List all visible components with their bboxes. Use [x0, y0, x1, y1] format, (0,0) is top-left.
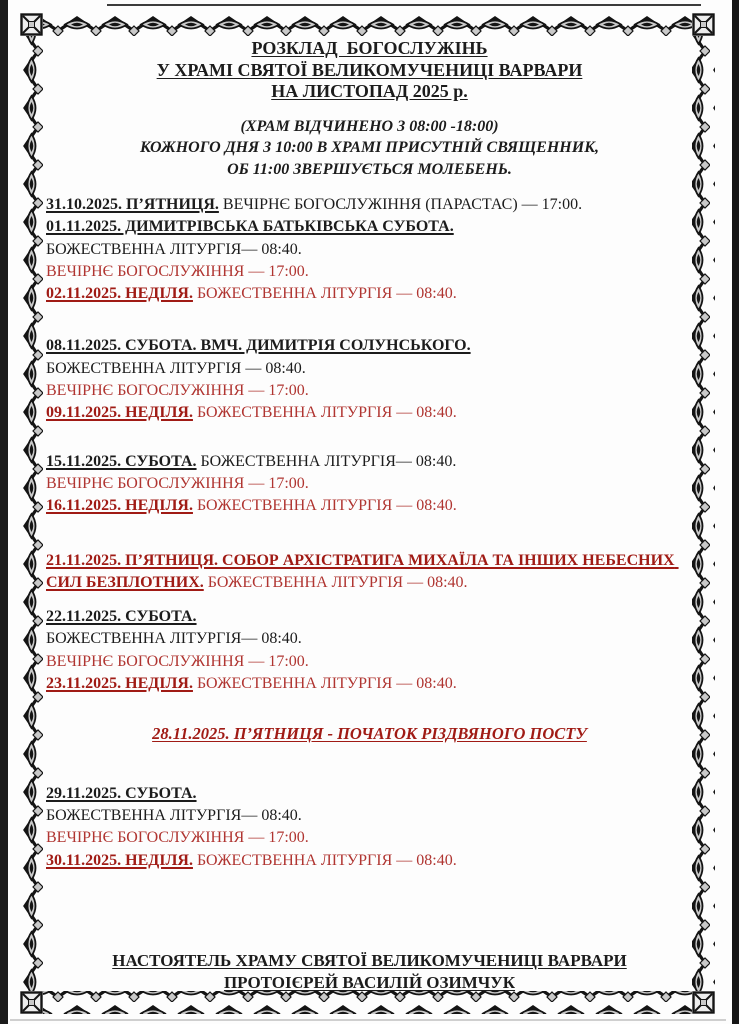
schedule-block: [46, 335, 693, 424]
schedule-line: [46, 850, 693, 872]
service-label: БОЖЕСТВЕННА ЛІТУРГІЯ — 08:40.: [46, 359, 306, 377]
page-title: [46, 38, 693, 103]
schedule-line: [46, 402, 693, 424]
schedule-line: [46, 216, 693, 238]
opening-hours-notice: [46, 116, 693, 181]
service-label: БОЖЕСТВЕННА ЛІТУРГІЯ — 08:40.: [192, 404, 457, 422]
schedule-line: [46, 451, 693, 473]
date-label: 29.11.2025. СУБОТА.: [46, 784, 197, 802]
schedule-line: [46, 651, 693, 673]
service-label: БОЖЕСТВЕННА ЛІТУРГІЯ— 08:40.: [46, 806, 302, 824]
date-label: 02.11.2025. НЕДІЛЯ.: [46, 285, 193, 303]
title-line-3: НА ЛИСТОПАД 2025 р.: [271, 81, 468, 101]
date-label: 30.11.2025. НЕДІЛЯ.: [46, 851, 193, 869]
footer-line-2: ПРОТОІЄРЕЙ ВАСИЛІЙ ОЗИМЧУК: [223, 972, 516, 992]
scan-edge-right: [732, 0, 739, 1024]
service-label: ВЕЧІРНЄ БОГОСЛУЖІННЯ — 17:00.: [46, 474, 309, 492]
schedule-line: [46, 827, 693, 849]
notice-line-2: КОЖНОГО ДНЯ З 10:00 В ХРАМІ ПРИСУТНІЙ СВЯЩЕННИК,: [139, 139, 600, 156]
notice-line-1: (ХРАМ ВІДЧИНЕНО З 08:00 -18:00): [240, 117, 499, 135]
service-label: ВЕЧІРНЄ БОГОСЛУЖІННЯ — 17:00.: [46, 382, 309, 400]
notice-line-3: ОБ 11:00 ЗВЕРШУЄТЬСЯ МОЛЕБЕНЬ.: [227, 160, 512, 178]
schedule-line: [46, 723, 693, 746]
schedule-line: [46, 358, 693, 380]
schedule-block: [46, 550, 693, 595]
schedule-line: [46, 380, 693, 402]
schedule-line: [46, 550, 693, 595]
date-label: 08.11.2025. СУБОТА. ВМЧ. ДИМИТРІЯ СОЛУНСЬКОГО.: [46, 337, 471, 355]
date-label: 16.11.2025. НЕДІЛЯ.: [46, 497, 193, 515]
service-label: БОЖЕСТВЕННА ЛІТУРГІЯ — 08:40.: [192, 675, 457, 693]
service-schedule: [46, 194, 693, 872]
page-content: [46, 38, 693, 996]
date-label: 21.11.2025. П’ЯТНИЦЯ. СОБОР АРХІСТРАТИГА МИХАЇЛА ТА ІНШИХ НЕБЕСНИХ СИЛ БЕЗПЛОТНИХ.: [46, 551, 679, 591]
schedule-line: [46, 628, 693, 650]
service-label: БОЖЕСТВЕННА ЛІТУРГІЯ — 08:40.: [192, 851, 457, 869]
schedule-block: [46, 451, 693, 518]
service-label: ВЕЧІРНЄ БОГОСЛУЖІННЯ — 17:00.: [46, 829, 309, 847]
schedule-block: [46, 783, 693, 872]
service-label: БОЖЕСТВЕННА ЛІТУРГІЯ — 08:40.: [192, 285, 457, 303]
schedule-line: [46, 783, 693, 805]
scan-line-top: [107, 4, 701, 6]
schedule-line: [46, 673, 693, 695]
schedule-line: [46, 239, 693, 261]
scan-line-bottom: [10, 1019, 726, 1021]
date-label: 31.10.2025. П’ЯТНИЦЯ.: [46, 196, 219, 213]
service-label: БОЖЕСТВЕННА ЛІТУРГІЯ — 08:40.: [192, 497, 457, 515]
service-label: ВЕЧІРНЄ БОГОСЛУЖІННЯ — 17:00.: [46, 652, 309, 670]
schedule-line: [46, 805, 693, 827]
title-line-2: У ХРАМІ СВЯТОЇ ВЕЛИКОМУЧЕНИЦІ ВАРВАРИ: [156, 59, 583, 80]
schedule-line: [46, 495, 693, 517]
schedule-line: [46, 473, 693, 495]
schedule-line: [46, 335, 693, 357]
schedule-block: [46, 194, 693, 305]
schedule-block: [46, 723, 693, 746]
service-label: БОЖЕСТВЕННА ЛІТУРГІЯ— 08:40.: [46, 240, 302, 258]
service-label: ВЕЧІРНЄ БОГОСЛУЖІННЯ — 17:00.: [46, 262, 309, 280]
schedule-line: [46, 283, 693, 305]
schedule-line: [46, 194, 693, 216]
footer-line-1: НАСТОЯТЕЛЬ ХРАМУ СВЯТОЇ ВЕЛИКОМУЧЕНИЦІ ВАРВАРИ: [112, 950, 627, 970]
date-label: 23.11.2025. НЕДІЛЯ.: [46, 675, 193, 693]
date-label: 15.11.2025. СУБОТА.: [46, 452, 197, 470]
service-label: БОЖЕСТВЕННА ЛІТУРГІЯ— 08:40.: [46, 630, 302, 648]
scan-edge-left: [0, 0, 8, 1024]
service-label: БОЖЕСТВЕННА ЛІТУРГІЯ— 08:40.: [196, 452, 457, 470]
title-line-1: РОЗКЛАД БОГОСЛУЖІНЬ: [251, 38, 488, 58]
feast-label: 28.11.2025. П’ЯТНИЦЯ - ПОЧАТОК РІЗДВЯНОГО ПОСТУ: [152, 724, 587, 744]
schedule-block: [46, 606, 693, 695]
schedule-line: [46, 606, 693, 628]
schedule-line: [46, 261, 693, 283]
date-label: 01.11.2025. ДИМИТРІВСЬКА БАТЬКІВСЬКА СУБОТА.: [46, 218, 454, 236]
date-label: 22.11.2025. СУБОТА.: [46, 608, 197, 626]
date-label: 09.11.2025. НЕДІЛЯ.: [46, 404, 193, 422]
service-label: БОЖЕСТВЕННА ЛІТУРГІЯ — 08:40.: [203, 573, 468, 591]
rector-signature: [46, 950, 693, 994]
service-label: ВЕЧІРНЄ БОГОСЛУЖІННЯ (ПАРАСТАС) — 17:00.: [218, 196, 583, 213]
